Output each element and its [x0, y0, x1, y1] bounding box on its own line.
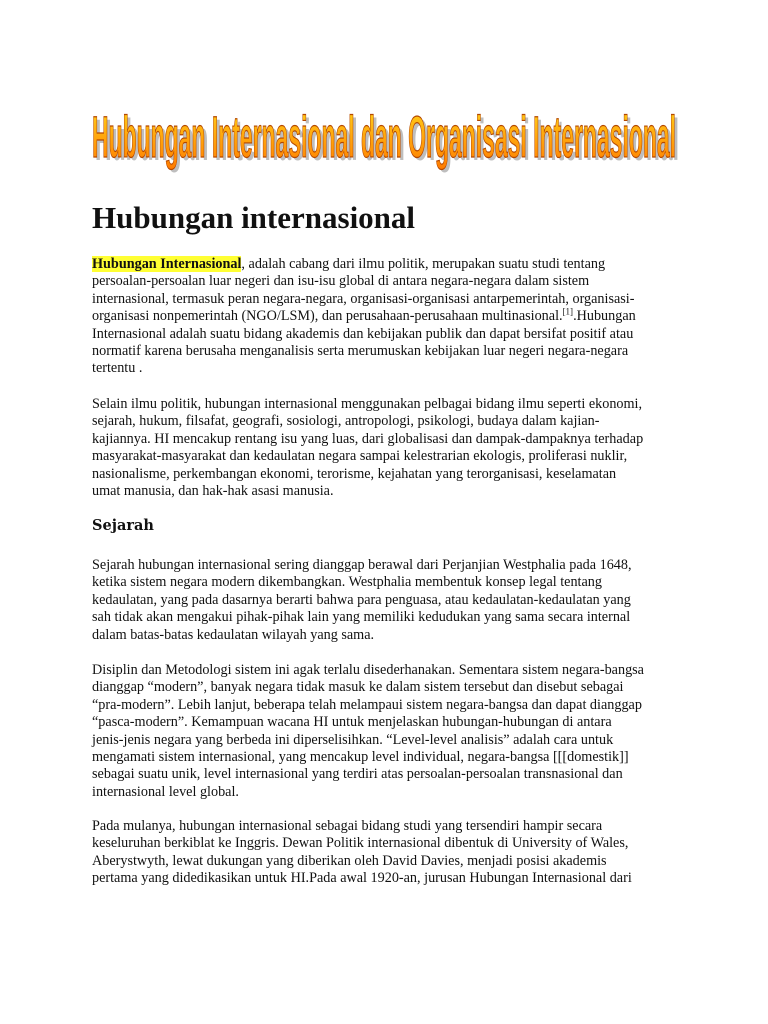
text-line: Aberystwyth, lewat dukungan yang diberikan oleh David Davies, menjadi posisi akademis — [92, 852, 607, 869]
text-line: Pada mulanya, hubungan internasional sebagai bidang studi yang tersendiri hampir secara — [92, 818, 603, 834]
paragraph-origins — [92, 818, 682, 888]
text-line: mengamati sistem internasional, yang mencakup level individual, negara-bangsa [[[domestik]] — [92, 749, 629, 766]
text-line: masyarakat-masyarakat dan kedaulatan negara sampai kelestrarian ekologis, proliferasi nuklir, — [92, 448, 628, 465]
text-line: dalam batas-batas kedaulatan wilayah yang sama. — [92, 626, 375, 643]
text-line: nasionalisme, perkembangan ekonomi, terorisme, kejahatan yang terorganisasi, keselamatan — [92, 465, 617, 482]
wordart-graphic — [92, 92, 682, 174]
highlighted-term: Hubungan Internasional — [92, 256, 242, 272]
text-line: “pasca-modern”. Kemampuan wacana HI untuk menjelaskan hubungan-hubungan di antara — [92, 714, 612, 731]
text-line: Selain ilmu politik, hubungan internasional menggunakan pelbagai bidang ilmu seperti ekonomi, — [92, 396, 643, 412]
text-line: kajiannya. HI mencakup rentang isu yang luas, dari globalisasi dan dampak-dampaknya terhadap — [92, 430, 644, 447]
text-line: persoalan-persoalan luar negeri dan isu-isu global di antara negara-negara dalam sistem — [92, 273, 590, 290]
page-title: Hubungan internasional — [92, 200, 416, 235]
text-line: Disiplin dan Metodologi sistem ini agak terlalu disederhanakan. Sementara sistem negara-bangsa — [92, 662, 644, 678]
text-line: dianggap “modern”, banyak negara tidak masuk ke dalam sistem tersebut dan disebut sebagai — [92, 679, 624, 696]
text-line: tertentu . — [92, 360, 143, 377]
text-line: .Hubungan — [573, 308, 636, 325]
text-line: keseluruhan berkiblat ke Inggris. Dewan Politik internasional dibentuk di University of Wales, — [92, 835, 629, 852]
paragraph-history — [92, 557, 682, 644]
section-heading-sejarah: Sejarah — [92, 517, 154, 534]
text-line: umat manusia, dan hak-hak asasi manusia. — [92, 483, 334, 500]
text-line: jenis-jenis negara yang berbeda ini diperselisihkan. “Level-level analisis” adalah cara untuk — [92, 731, 614, 748]
text-line: pertama yang didedikasikan untuk HI.Pada awal 1920-an, jurusan Hubungan Internasional dari — [92, 870, 632, 887]
text-line: , adalah cabang dari ilmu politik, merupakan suatu studi tentang — [241, 256, 606, 272]
paragraph-methodology — [92, 662, 682, 801]
text-line: organisasi nonpemerintah (NGO/LSM), dan perusahaan-perusahaan multinasional. — [92, 308, 563, 325]
text-line: kedaulatan, yang pada dasarnya berarti bahwa para penguasa, atau kedaulatan-kedaulatan yang — [92, 591, 631, 608]
text-line: ketika sistem negara modern dikembangkan. Westphalia membentuk konsep legal tentang — [92, 574, 602, 591]
wordart-banner — [92, 92, 682, 174]
text-line: Sejarah hubungan internasional sering dianggap berawal dari Perjanjian Westphalia pada 1648, — [92, 557, 632, 573]
footnote-ref-link[interactable]: [1] — [562, 306, 574, 317]
text-line: sebagai suatu unik, level internasional yang terdiri atas persoalan-persoalan transnasional dan — [92, 766, 623, 783]
paragraph-definition — [92, 256, 682, 378]
text-line: Internasional adalah suatu bidang akademis dan kebijakan publik dan dapat bersifat positif atau — [92, 325, 634, 342]
text-line: normatif karena berusaha menganalisis serta merumuskan kebijakan luar negeri negara-negara — [92, 343, 629, 360]
text-line: sah tidak akan mengakui pihak-pihak lain yang memiliki kedudukan yang sama secara internal — [92, 609, 631, 626]
wordart-shadow: Hubungan Internasional dan Organisasi Internasional — [95, 108, 679, 173]
text-line: internasional, termasuk peran negara-negara, organisasi-organisasi antarpemerintah, organisasi- — [92, 290, 635, 307]
paragraph-scope — [92, 396, 682, 500]
text-line: sejarah, hukum, filsafat, geografi, sosiologi, antropologi, psikologi, budaya dalam kajian- — [92, 413, 600, 430]
text-line: “pra-modern”. Lebih lanjut, beberapa telah melampaui sistem negara-bangsa dan dapat dianggap — [92, 696, 642, 713]
wordart-title: Hubungan Internasional dan Organisasi Internasional — [92, 105, 676, 170]
text-line: internasional level global. — [92, 783, 239, 800]
